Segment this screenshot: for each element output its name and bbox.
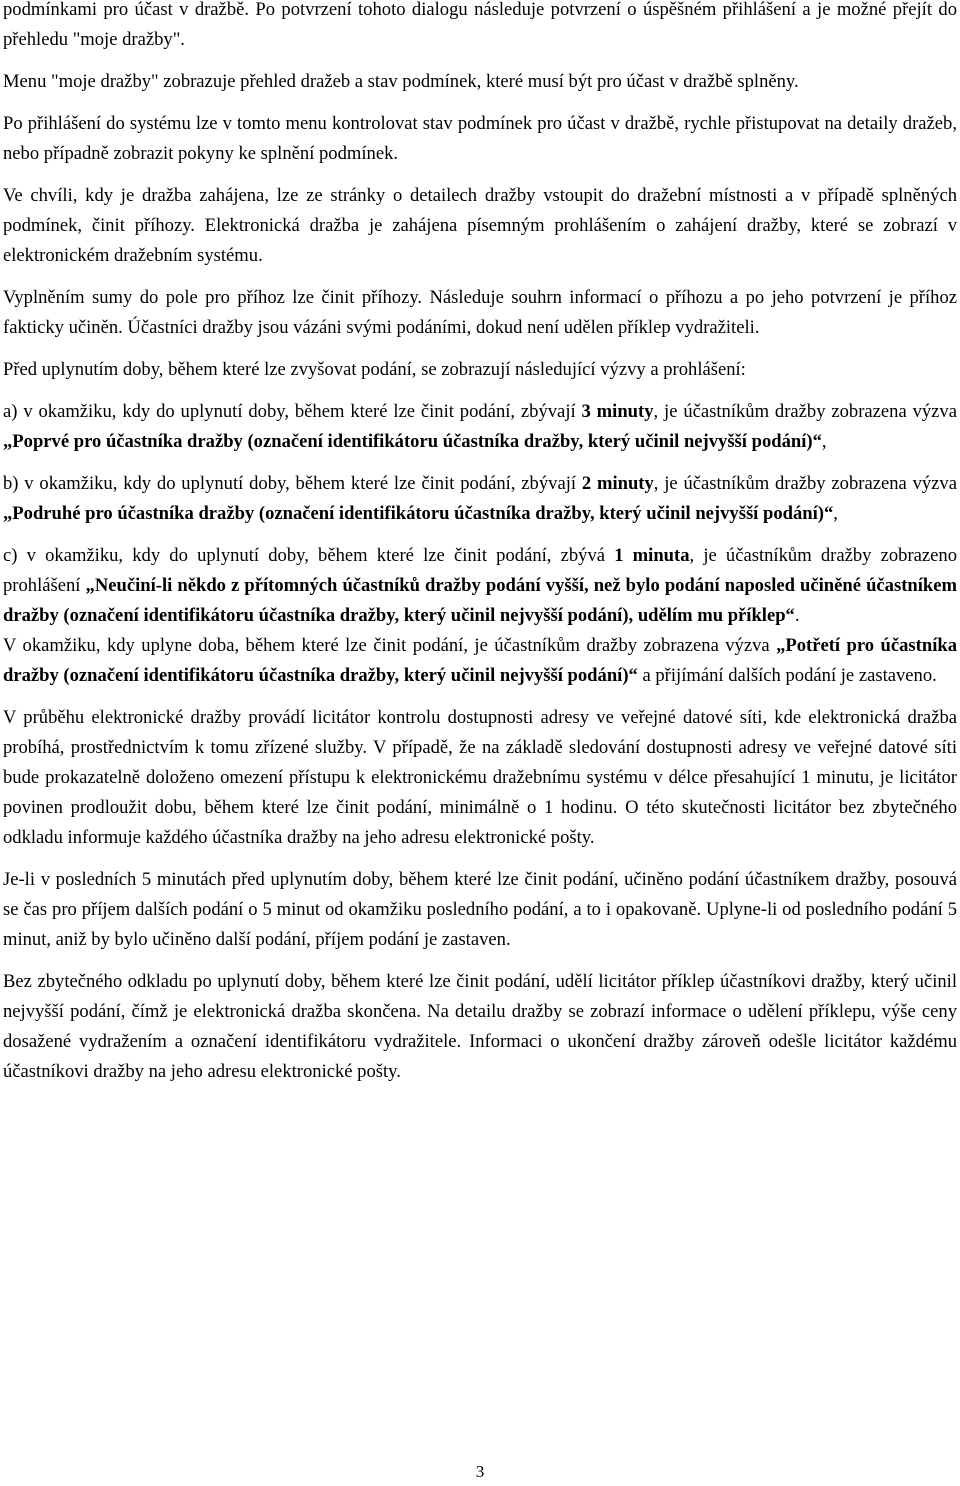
- item-text: V okamžiku, kdy uplyne doba, během které lze činit podání, je účastníkům dražby zobrazena výzva: [3, 635, 777, 656]
- item-text: ,: [821, 431, 827, 452]
- item-declaration-bold: „Neučiní-li někdo z přítomných účastníků dražby podání vyšší, než bylo podání naposled učiněné účastníkem dražby (označení identifikátoru účastníka dražby, který učinil nejvyšší podání), udělím mu příklep“: [3, 575, 957, 626]
- paragraph-hammer-award: Bez zbytečného odkladu po uplynutí doby, během které lze činit podání, udělí licitátor příklep účastníkovi dražby, který učinil nejvyšší podání, čímž je elektronická dražba skončena. Na detailu dražby se zobrazí informace o udělení příklepu, výše ceny dosažené vydražením a označení identifikátoru vydražitele. Informaci o ukončení dražby zároveň odešle licitátor každému účastníkovi dražby na jeho adresu elektronické pošty.: [3, 971, 957, 1082]
- list-item-declaration: [3, 541, 957, 631]
- paragraph-third-call: [3, 631, 957, 691]
- item-text: b) v okamžiku, kdy do uplynutí doby, během které lze činit podání, zbývají: [3, 473, 582, 494]
- item-call-bold: „Podruhé pro účastníka dražby (označení identifikátoru účastníka dražby, který učinil nejvyšší podání)“: [3, 503, 834, 524]
- paragraph-bidding: Vyplněním sumy do pole pro příhoz lze činit příhozy. Následuje souhrn informací o příhozu a po jeho potvrzení je příhoz fakticky učiněn. Účastníci dražby jsou vázáni svými podáními, dokud není udělen příklep vydražiteli.: [3, 287, 957, 338]
- paragraph-after-login: Po přihlášení do systému lze v tomto menu kontrolovat stav podmínek pro účast v dražbě, rychle přistupovat na detaily dražeb, nebo případně zobrazit pokyny ke splnění podmínek.: [3, 113, 957, 164]
- item-text: a přijímání dalších podání je zastaveno.: [637, 665, 937, 686]
- page-number: 3: [475, 1462, 485, 1481]
- document-page: [3, 0, 957, 1099]
- paragraph-my-auctions-menu: Menu "moje dražby" zobrazuje přehled dražeb a stav podmínek, které musí být pro účast v dražbě splněny.: [3, 71, 799, 92]
- paragraph-auction-start: Ve chvíli, kdy je dražba zahájena, lze ze stránky o detailech dražby vstoupit do dražební místnosti a v případě splněných podmínek, činit příhozy. Elektronická dražba je zahájena písemným prohlášením o zahájení dražby, které se zobrazí v elektronickém dražebním systému.: [3, 185, 957, 266]
- item-time-bold: 3 minuty: [581, 401, 654, 422]
- item-call-bold: „Poprvé pro účastníka dražby (označení identifikátoru účastníka dražby, který učinil nejvyšší podání)“: [3, 431, 822, 452]
- paragraph-calls-intro: Před uplynutím doby, během které lze zvyšovat podání, se zobrazují následující výzvy a prohlášení:: [3, 359, 746, 380]
- item-time-bold: 2 minuty: [581, 473, 654, 494]
- list-item-second-call: [3, 469, 957, 529]
- paragraph-login-confirmation: podmínkami pro účast v dražbě. Po potvrzení tohoto dialogu následuje potvrzení o úspěšném přihlášení a je možné přejít do přehledu "moje dražby".: [3, 0, 957, 50]
- item-text: ,: [833, 503, 838, 524]
- item-text: , je účastníkům dražby zobrazeno prohlášení: [3, 545, 957, 596]
- item-text: a) v okamžiku, kdy do uplynutí doby, během které lze činit podání, zbývají: [3, 401, 582, 422]
- item-text: , je účastníkům dražby zobrazena výzva: [653, 473, 957, 494]
- paragraph-time-extension: Je-li v posledních 5 minutách před uplynutím doby, během které lze činit podání, učiněno podání účastníkem dražby, posouvá se čas pro příjem dalších podání o 5 minut od okamžiku posledního podání, a to i opakovaně. Uplyne-li od posledního podání 5 minut, aniž by bylo učiněno další podání, příjem podání je zastaven.: [3, 869, 957, 950]
- paragraph-availability-check: V průběhu elektronické dražby provádí licitátor kontrolu dostupnosti adresy ve veřejné datové síti, kde elektronická dražba probíhá, prostřednictvím k tomu zřízené služby. V případě, že na základě sledování dostupnosti adresy ve veřejné datové síti bude prokazatelně doloženo omezení přístupu k elektronickému dražebnímu systému v délce přesahující 1 minutu, je licitátor povinen prodloužit dobu, během které lze činit podání, minimálně o 1 hodinu. O této skutečnosti licitátor bez zbytečného odkladu informuje každého účastníka dražby na jeho adresu elektronické pošty.: [3, 707, 957, 848]
- item-text: , je účastníkům dražby zobrazena výzva: [653, 401, 957, 422]
- list-item-first-call: [3, 397, 957, 457]
- item-text: .: [794, 605, 800, 626]
- item-call-bold: „Potřetí pro účastníka dražby (označení identifikátoru účastníka dražby, který učinil nejvyšší podání)“: [3, 635, 957, 686]
- item-text: c) v okamžiku, kdy do uplynutí doby, během které lze činit podání, zbývá: [3, 545, 615, 566]
- item-time-bold: 1 minuta: [614, 545, 690, 566]
